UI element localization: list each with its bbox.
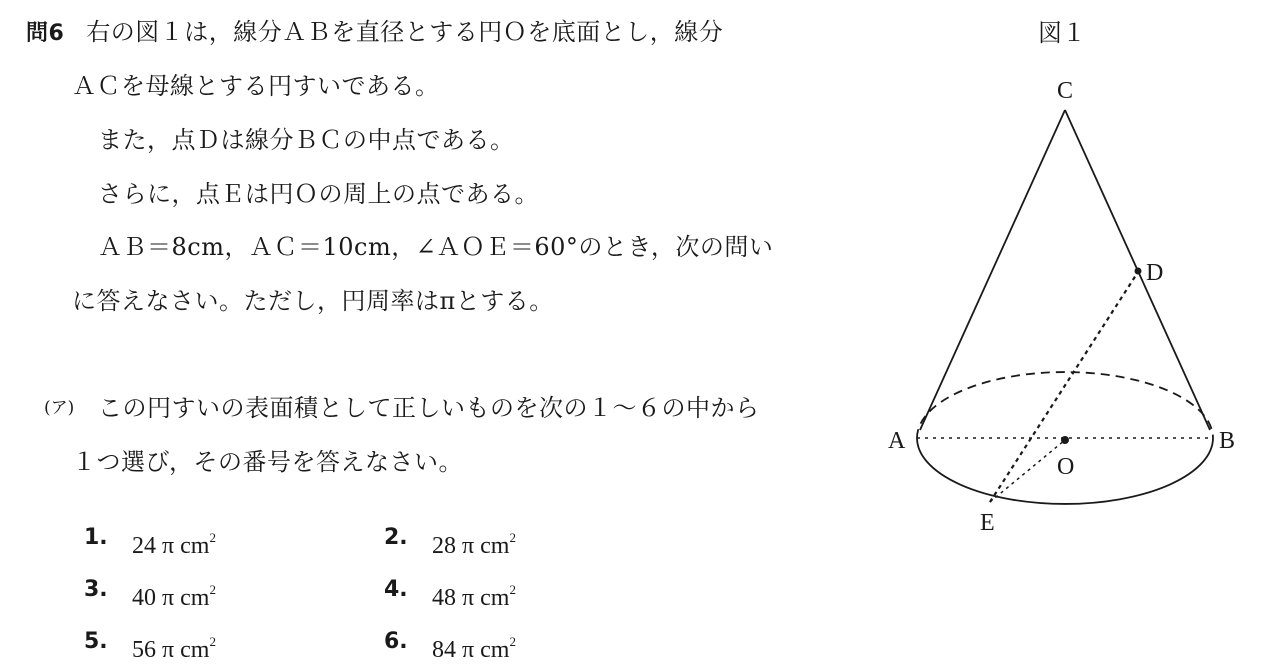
base-back-arc	[917, 372, 1213, 438]
label-e: E	[980, 510, 995, 536]
option-value-3: 40 π $cm^2$	[132, 582, 216, 611]
segment-eo	[990, 440, 1065, 502]
question-line-4: さらに，点Ｅは円Ｏの周上の点である。	[98, 180, 539, 208]
question-number: 問6	[26, 21, 65, 46]
option-value-4: 48 π $cm^2$	[432, 582, 516, 611]
subquestion-marker: (ア)	[44, 398, 75, 418]
option-number-4: 4.	[384, 577, 408, 602]
label-c: C	[1057, 78, 1074, 104]
option-number-6: 6.	[384, 629, 408, 654]
label-a: A	[888, 428, 906, 454]
question-line-2: ＡＣを母線とする円すいである。	[72, 72, 440, 100]
option-value-1: 24 π $cm^2$	[132, 530, 216, 559]
question-line-5: ＡＢ＝8cm，ＡＣ＝10cm，∠ＡＯＥ＝60°のとき，次の問い	[98, 233, 774, 261]
option-value-6: 84 π $cm^2$	[432, 634, 516, 663]
option-number-3: 3.	[84, 577, 108, 602]
option-number-5: 5.	[84, 629, 108, 654]
point-d-dot	[1135, 268, 1142, 275]
point-o-dot	[1061, 436, 1069, 444]
label-d: D	[1146, 260, 1164, 286]
question-text-1: 右の図１は，線分ＡＢを直径とする円Ｏを底面とし，線分	[86, 18, 724, 46]
figure-label: 図１	[1038, 19, 1086, 47]
label-o: O	[1057, 454, 1075, 480]
question-line-6: に答えなさい。ただし，円周率はπとする。	[72, 287, 554, 315]
question-line-3: また，点Ｄは線分ＢＣの中点である。	[98, 126, 515, 154]
subquestion-line-2: １つ選び，その番号を答えなさい。	[72, 448, 464, 476]
label-b: B	[1219, 428, 1236, 454]
option-number-1: 1.	[84, 525, 108, 550]
subquestion-line-1: この円すいの表面積として正しいものを次の１～６の中から	[98, 394, 760, 422]
option-number-2: 2.	[384, 525, 408, 550]
option-value-2: 28 π $cm^2$	[432, 530, 516, 559]
option-value-5: 56 π $cm^2$	[132, 634, 216, 663]
edge-ac	[920, 110, 1065, 430]
